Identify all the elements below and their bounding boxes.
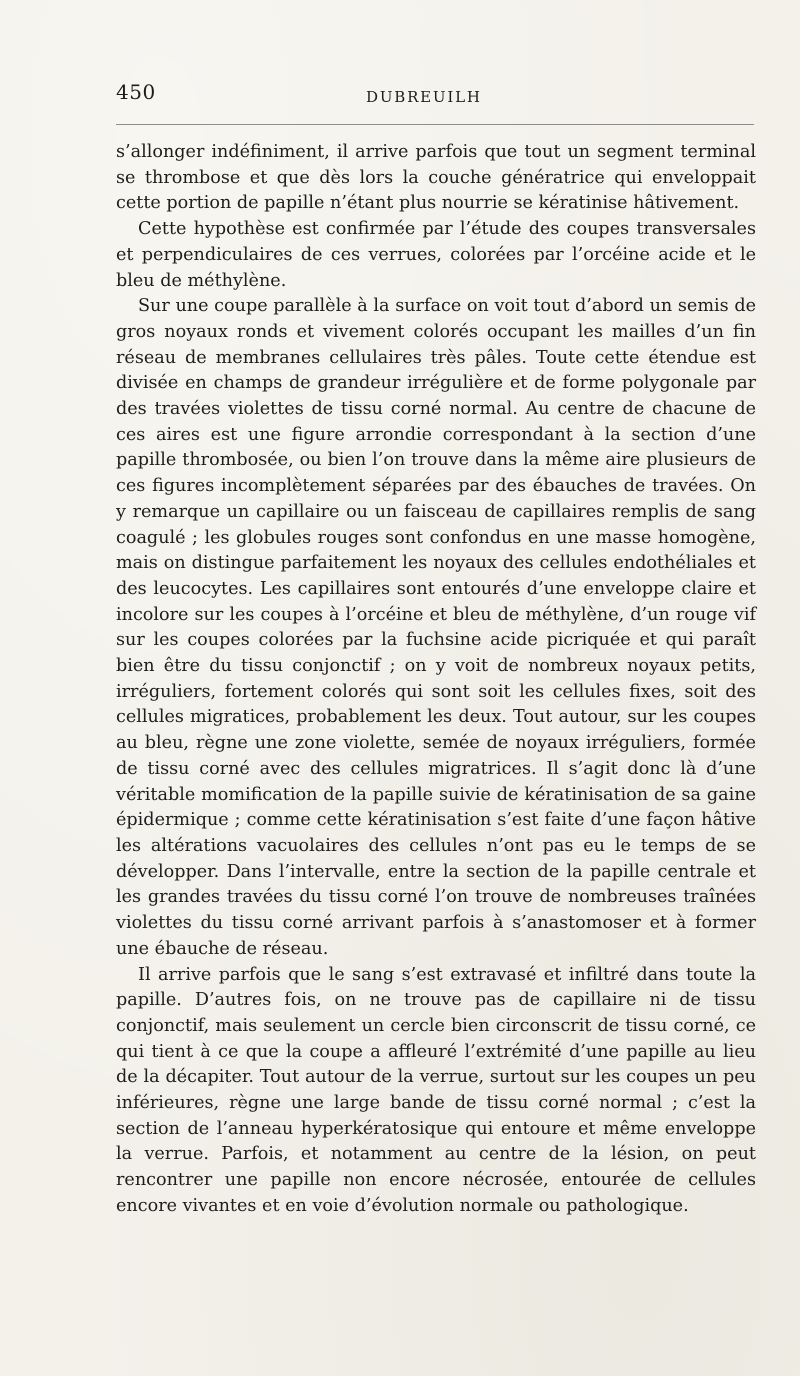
running-head: DUBREUILH [366, 88, 482, 106]
page-header [116, 78, 754, 118]
header-rule [116, 124, 754, 125]
paragraph: Il arrive parfois que le sang s’est extravasé et infiltré dans toute la papille. D’autres fois, on ne trouve pas de capillaire ni de tissu conjonctif, mais seulement un cercle bien circonscrit de tissu corné, ce qui tient à ce que la coupe a affleuré l’extrémité d’une papille au lieu de la décapiter. Tout autour de la verrue, surtout sur les coupes un peu inférieures, règne une large bande de tissu corné normal ; c’est la section de l’anneau hyperkératosique qui entoure et même enveloppe la verrue. Parfois, et notamment au centre de la lésion, on peut rencontrer une papille non encore nécrosée, entourée de cellules encore vivantes et en voie d’évolution normale ou pathologique. [116, 964, 756, 1216]
paragraph-continued: s’allonger indéfiniment, il arrive parfois que tout un segment terminal se thrombose et que dès lors la couche génératrice qui enveloppait cette portion de papille n’étant plus nourrie se kératinise hâtivement. [116, 142, 756, 214]
paragraph: Sur une coupe parallèle à la surface on voit tout d’abord un semis de gros noyaux ronds et vivement colorés occupant les mailles d’un fin réseau de membranes cellulaires très pâles. Toute cette étendue est divisée en champs de grandeur irrégulière et de forme polygonale par des travées violettes de tissu corné normal. Au centre de chacune de ces aires est une figure arrondie correspondant à la section d’une papille thrombosée, ou bien l’on trouve dans la même aire plusieurs de ces figures incomplètement séparées par des ébauches de travées. On y remarque un capillaire ou un faisceau de capillaires remplis de sang coagulé ; les globules rouges sont confondus en une masse homogène, mais on distingue parfaitement les noyaux des cellules endothéliales et des leucocytes. Les capillaires sont entourés d’une enveloppe claire et incolore sur les coupes à l’orcéine et bleu de méthylène, d’un rouge vif sur les coupes colorées par la fuchsine acide picriquée et qui paraît bien être du tissu conjonctif ; on y voit de nombreux noyaux petits, irréguliers, fortement colorés qui sont soit les cellules fixes, soit des cellules migratices, probablement les deux. Tout autour, sur les coupes au bleu, règne une zone violette, semée de noyaux irréguliers, formée de tissu corné avec des cellules migratrices. Il s’agit donc là d’une véritable momification de la papille suivie de kératinisation de sa gaine épidermique ; comme cette kératinisation s’est faite d’une façon hâtive les altérations vacuolaires des cellules n’ont pas eu le temps de se développer. Dans l’intervalle, entre la section de la papille centrale et les grandes travées du tissu corné l’on trouve de nombreuses traînées violettes du tissu corné arrivant parfois à s’anastomoser et à former une ébauche de réseau. [116, 296, 756, 959]
body-text [116, 140, 756, 1220]
page-number: 450 [116, 80, 156, 104]
paragraph: Cette hypothèse est confirmée par l’étude des coupes transversales et perpendiculaires de ces verrues, colorées par l’orcéine acide et le bleu de méthylène. [116, 219, 756, 291]
